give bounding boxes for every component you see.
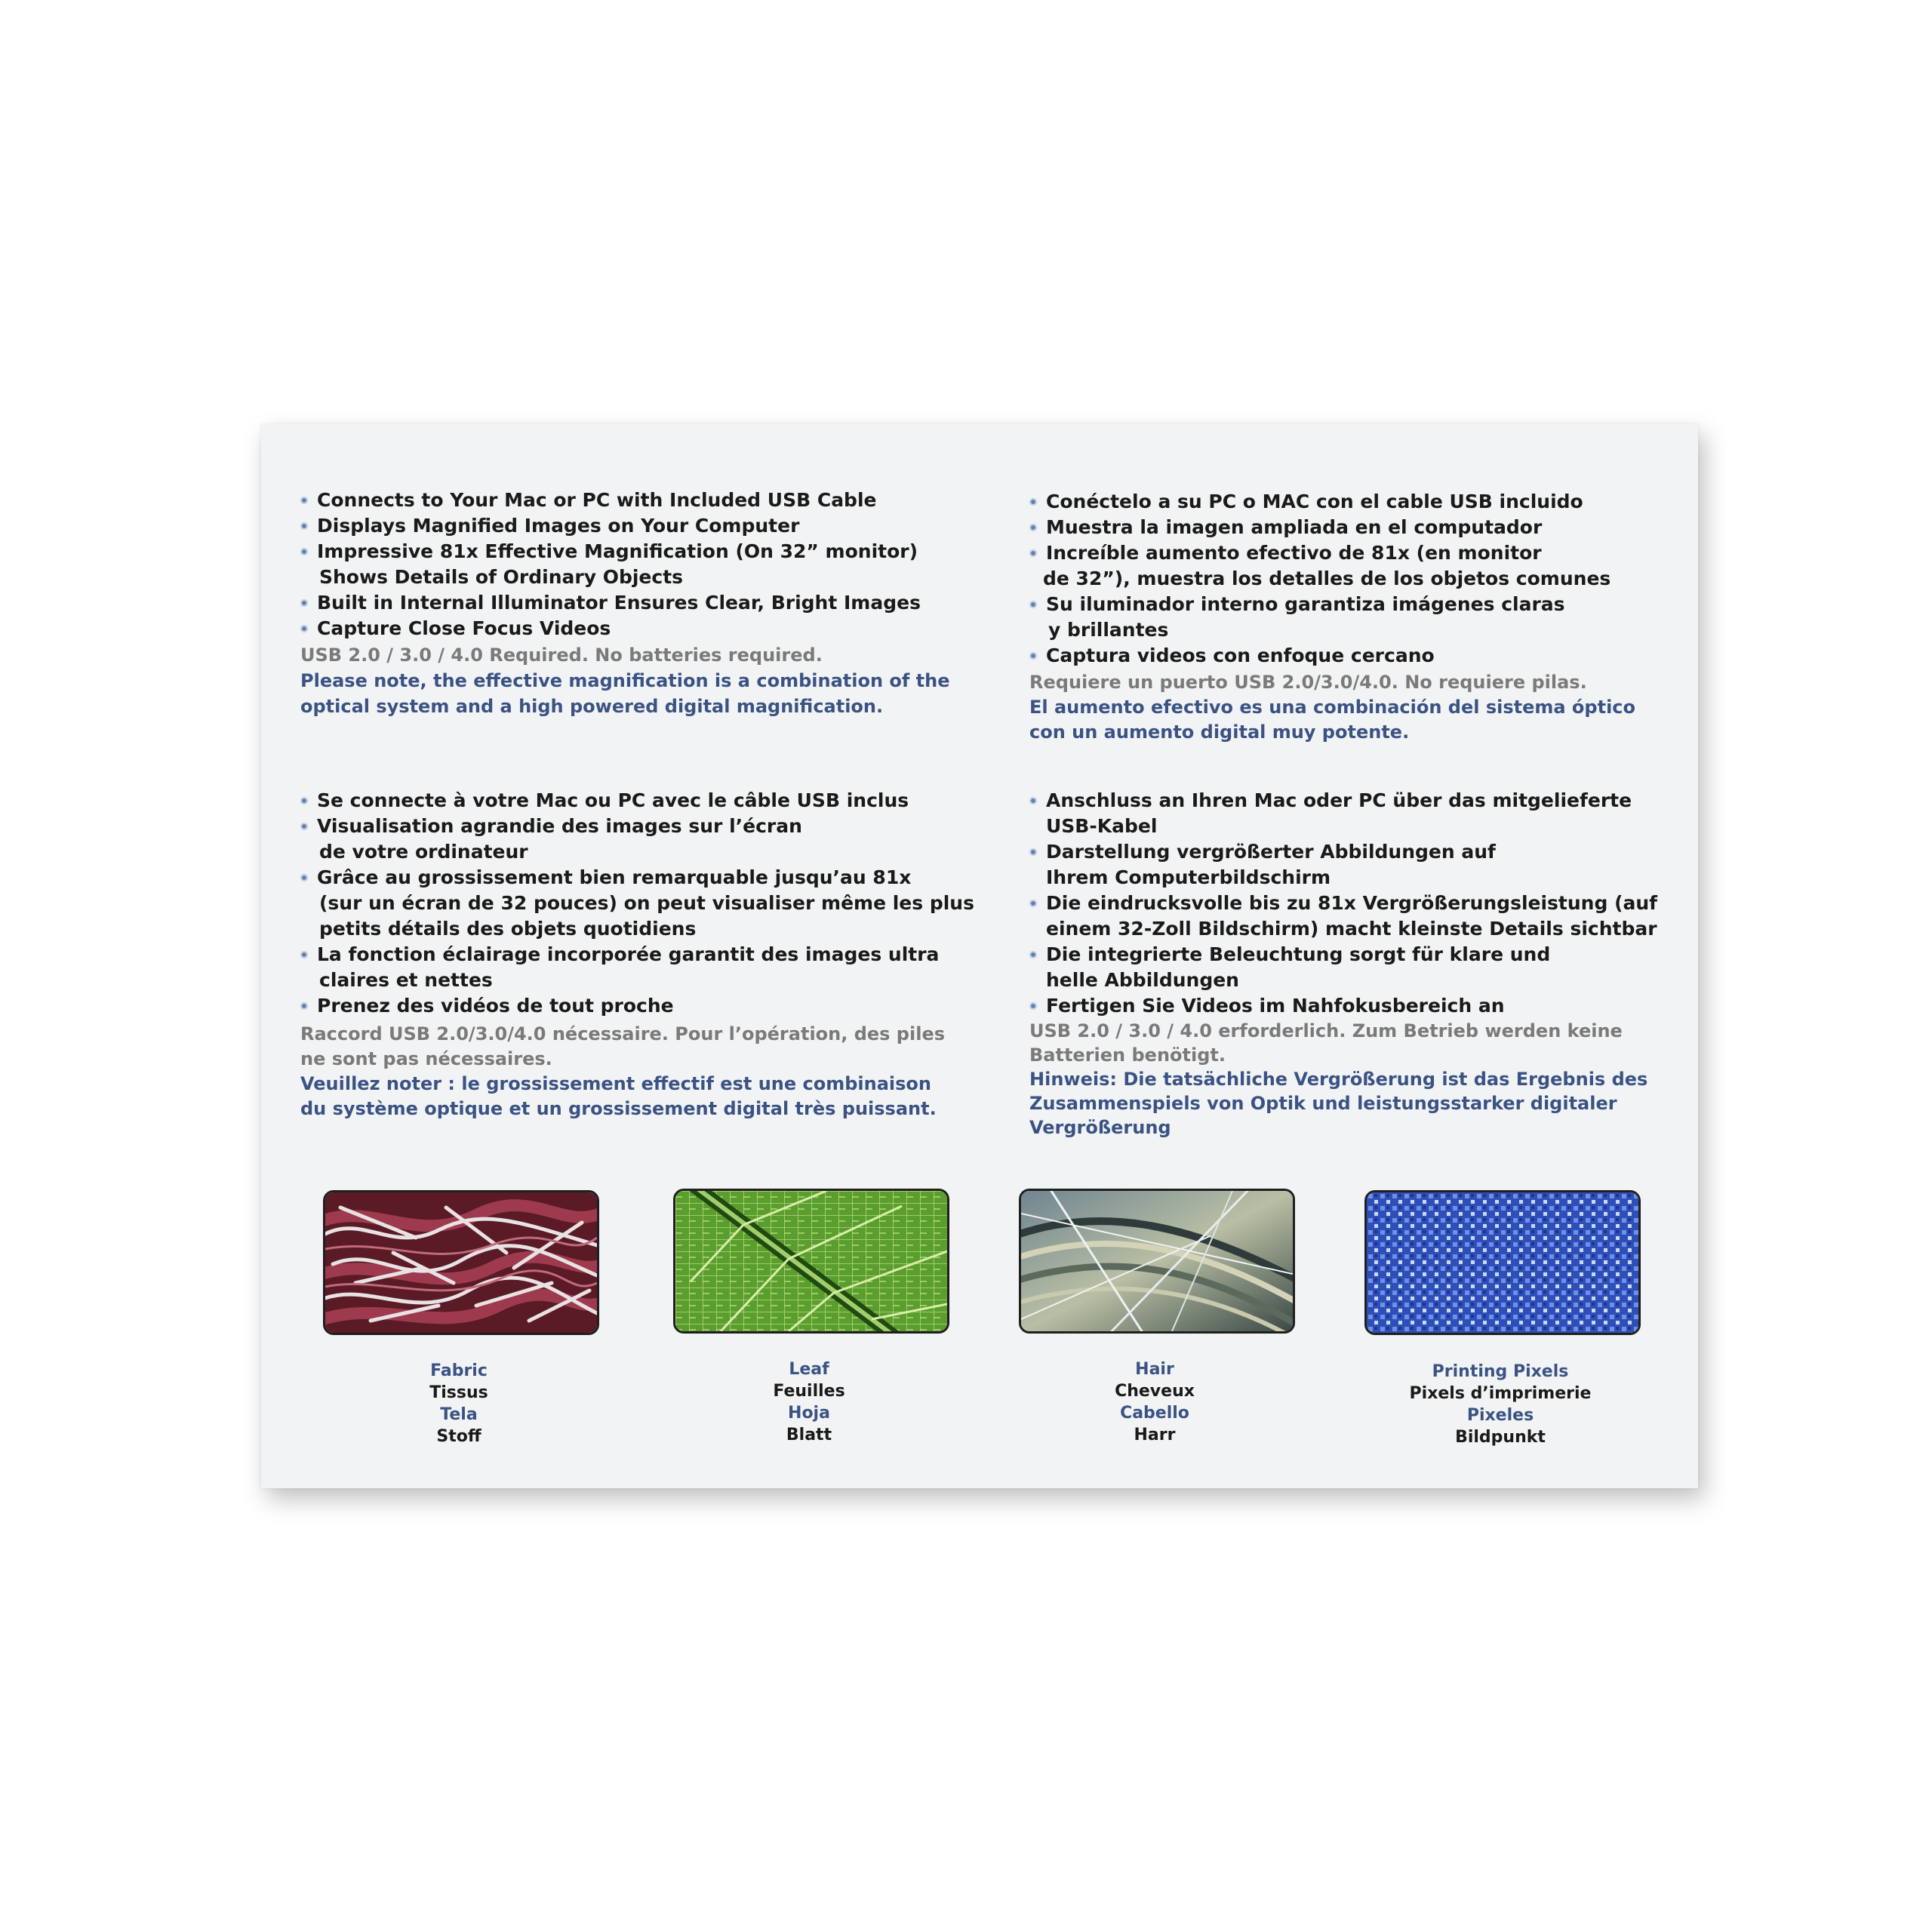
english-feature-list — [300, 488, 950, 641]
requirement-text: Requiere un puerto USB 2.0/3.0/4.0. No requiere pilas. — [1029, 672, 1587, 693]
note-text: Hinweis: Die tatsächliche Vergrößerung ist das Ergebnis des — [1029, 1069, 1648, 1090]
feature-item-continued: de 32”), muestra los detalles de los objetos comunes — [1043, 568, 1611, 589]
feature-item-continued: claires et nettes — [319, 969, 493, 991]
caption-spanish: Pixeles — [1466, 1406, 1534, 1425]
note-text: du système optique et un grossissement digital très puissant. — [300, 1098, 937, 1119]
spanish-feature-list — [1029, 489, 1635, 669]
feature-item: Connects to Your Mac or PC with Included USB Cable — [300, 488, 950, 513]
feature-item: Die eindrucksvolle bis zu 81x Vergrößerungsleistung (auf — [1029, 891, 1657, 916]
caption-english: Hair — [1135, 1360, 1174, 1379]
feature-item-continued: y brillantes — [1048, 619, 1169, 641]
feature-item: Capture Close Focus Videos — [300, 616, 950, 641]
note-text: El aumento efectivo es una combinación del sistema óptico — [1029, 697, 1636, 718]
requirement-text: Raccord USB 2.0/3.0/4.0 nécessaire. Pour l’opération, des piles — [300, 1023, 946, 1044]
fabric-caption — [323, 1360, 595, 1447]
english-section — [300, 488, 950, 719]
feature-item: Su iluminador interno garantiza imágenes claras — [1029, 592, 1635, 617]
feature-item: Fertigen Sie Videos im Nahfokusbereich an — [1029, 993, 1657, 1019]
caption-french: Cheveux — [1115, 1382, 1195, 1401]
feature-item: Increíble aumento efectivo de 81x (en monitor — [1029, 540, 1635, 566]
requirement-text: USB 2.0 / 3.0 / 4.0 Required. No batteries required. — [300, 645, 823, 666]
french-feature-list — [300, 788, 974, 1019]
note-text: Please note, the effective magnification is a combination of the — [300, 670, 950, 691]
german-section — [1029, 788, 1657, 1140]
feature-item-continued: helle Abbildungen — [1046, 969, 1239, 991]
caption-german: Bildpunkt — [1455, 1428, 1546, 1447]
feature-item-continued: einem 32-Zoll Bildschirm) macht kleinste Details sichtbar — [1046, 918, 1657, 940]
feature-item: La fonction éclairage incorporée garantit des images ultra — [300, 942, 974, 968]
french-section — [300, 788, 974, 1121]
feature-item-continued: de votre ordinateur — [319, 841, 528, 863]
caption-english: Printing Pixels — [1432, 1362, 1569, 1381]
feature-item: Prenez des vidéos de tout proche — [300, 993, 974, 1019]
caption-english: Fabric — [430, 1361, 488, 1380]
caption-french: Tissus — [429, 1383, 488, 1402]
printing-pixels-image — [1364, 1190, 1641, 1335]
feature-item: Captura videos con enfoque cercano — [1029, 643, 1635, 669]
feature-item: Grâce au grossissement bien remarquable jusqu’au 81x — [300, 865, 974, 891]
note-text: con un aumento digital muy potente. — [1029, 721, 1410, 743]
feature-item-continued: Ihrem Computerbildschirm — [1046, 866, 1331, 888]
note-text: optical system and a high powered digital magnification. — [300, 696, 884, 717]
feature-item: Se connecte à votre Mac ou PC avec le câble USB inclus — [300, 788, 974, 814]
instruction-card — [261, 424, 1698, 1488]
caption-spanish: Tela — [440, 1405, 478, 1424]
caption-german: Blatt — [786, 1426, 832, 1444]
caption-english: Leaf — [789, 1360, 829, 1379]
caption-spanish: Hoja — [788, 1404, 830, 1423]
requirement-text: USB 2.0 / 3.0 / 4.0 erforderlich. Zum Betrieb werden keine — [1029, 1020, 1623, 1041]
leaf-image — [673, 1189, 949, 1334]
german-feature-list — [1029, 788, 1657, 1019]
feature-item: Impressive 81x Effective Magnification (On 32” monitor) — [300, 539, 950, 565]
feature-item: Darstellung vergrößerter Abbildungen auf — [1029, 839, 1657, 865]
note-text: Vergrößerung — [1029, 1117, 1171, 1138]
feature-item-continued: Shows Details of Ordinary Objects — [319, 566, 684, 588]
fabric-image — [323, 1190, 599, 1335]
feature-item: Muestra la imagen ampliada en el computador — [1029, 515, 1635, 540]
feature-item-continued: petits détails des objets quotidiens — [319, 918, 697, 940]
requirement-text: ne sont pas nécessaires. — [300, 1048, 552, 1069]
feature-item: Die integrierte Beleuchtung sorgt für klare und — [1029, 942, 1657, 968]
caption-german: Stoff — [436, 1427, 481, 1446]
hair-image — [1019, 1189, 1295, 1334]
caption-french: Pixels d’imprimerie — [1409, 1384, 1592, 1403]
leaf-caption — [673, 1358, 945, 1446]
feature-item: Anschluss an Ihren Mac oder PC über das mitgelieferte — [1029, 788, 1657, 814]
feature-item: Built in Internal Illuminator Ensures Clear, Bright Images — [300, 590, 950, 616]
caption-spanish: Cabello — [1120, 1404, 1189, 1423]
note-text: Veuillez noter : le grossissement effectif est une combinaison — [300, 1073, 931, 1094]
feature-item-continued: (sur un écran de 32 pouces) on peut visualiser même les plus — [319, 892, 974, 914]
feature-item-continued: USB-Kabel — [1046, 815, 1158, 837]
feature-item: Displays Magnified Images on Your Computer — [300, 513, 950, 539]
feature-item: Visualisation agrandie des images sur l’écran — [300, 814, 974, 839]
caption-german: Harr — [1134, 1426, 1176, 1444]
caption-french: Feuilles — [773, 1382, 845, 1401]
hair-caption — [1019, 1358, 1291, 1446]
requirement-text: Batterien benötigt. — [1029, 1044, 1226, 1066]
printing-pixels-caption — [1364, 1361, 1636, 1448]
note-text: Zusammenspiels von Optik und leistungsstarker digitaler — [1029, 1093, 1617, 1114]
feature-item: Conéctelo a su PC o MAC con el cable USB incluido — [1029, 489, 1635, 515]
spanish-section — [1029, 489, 1635, 745]
